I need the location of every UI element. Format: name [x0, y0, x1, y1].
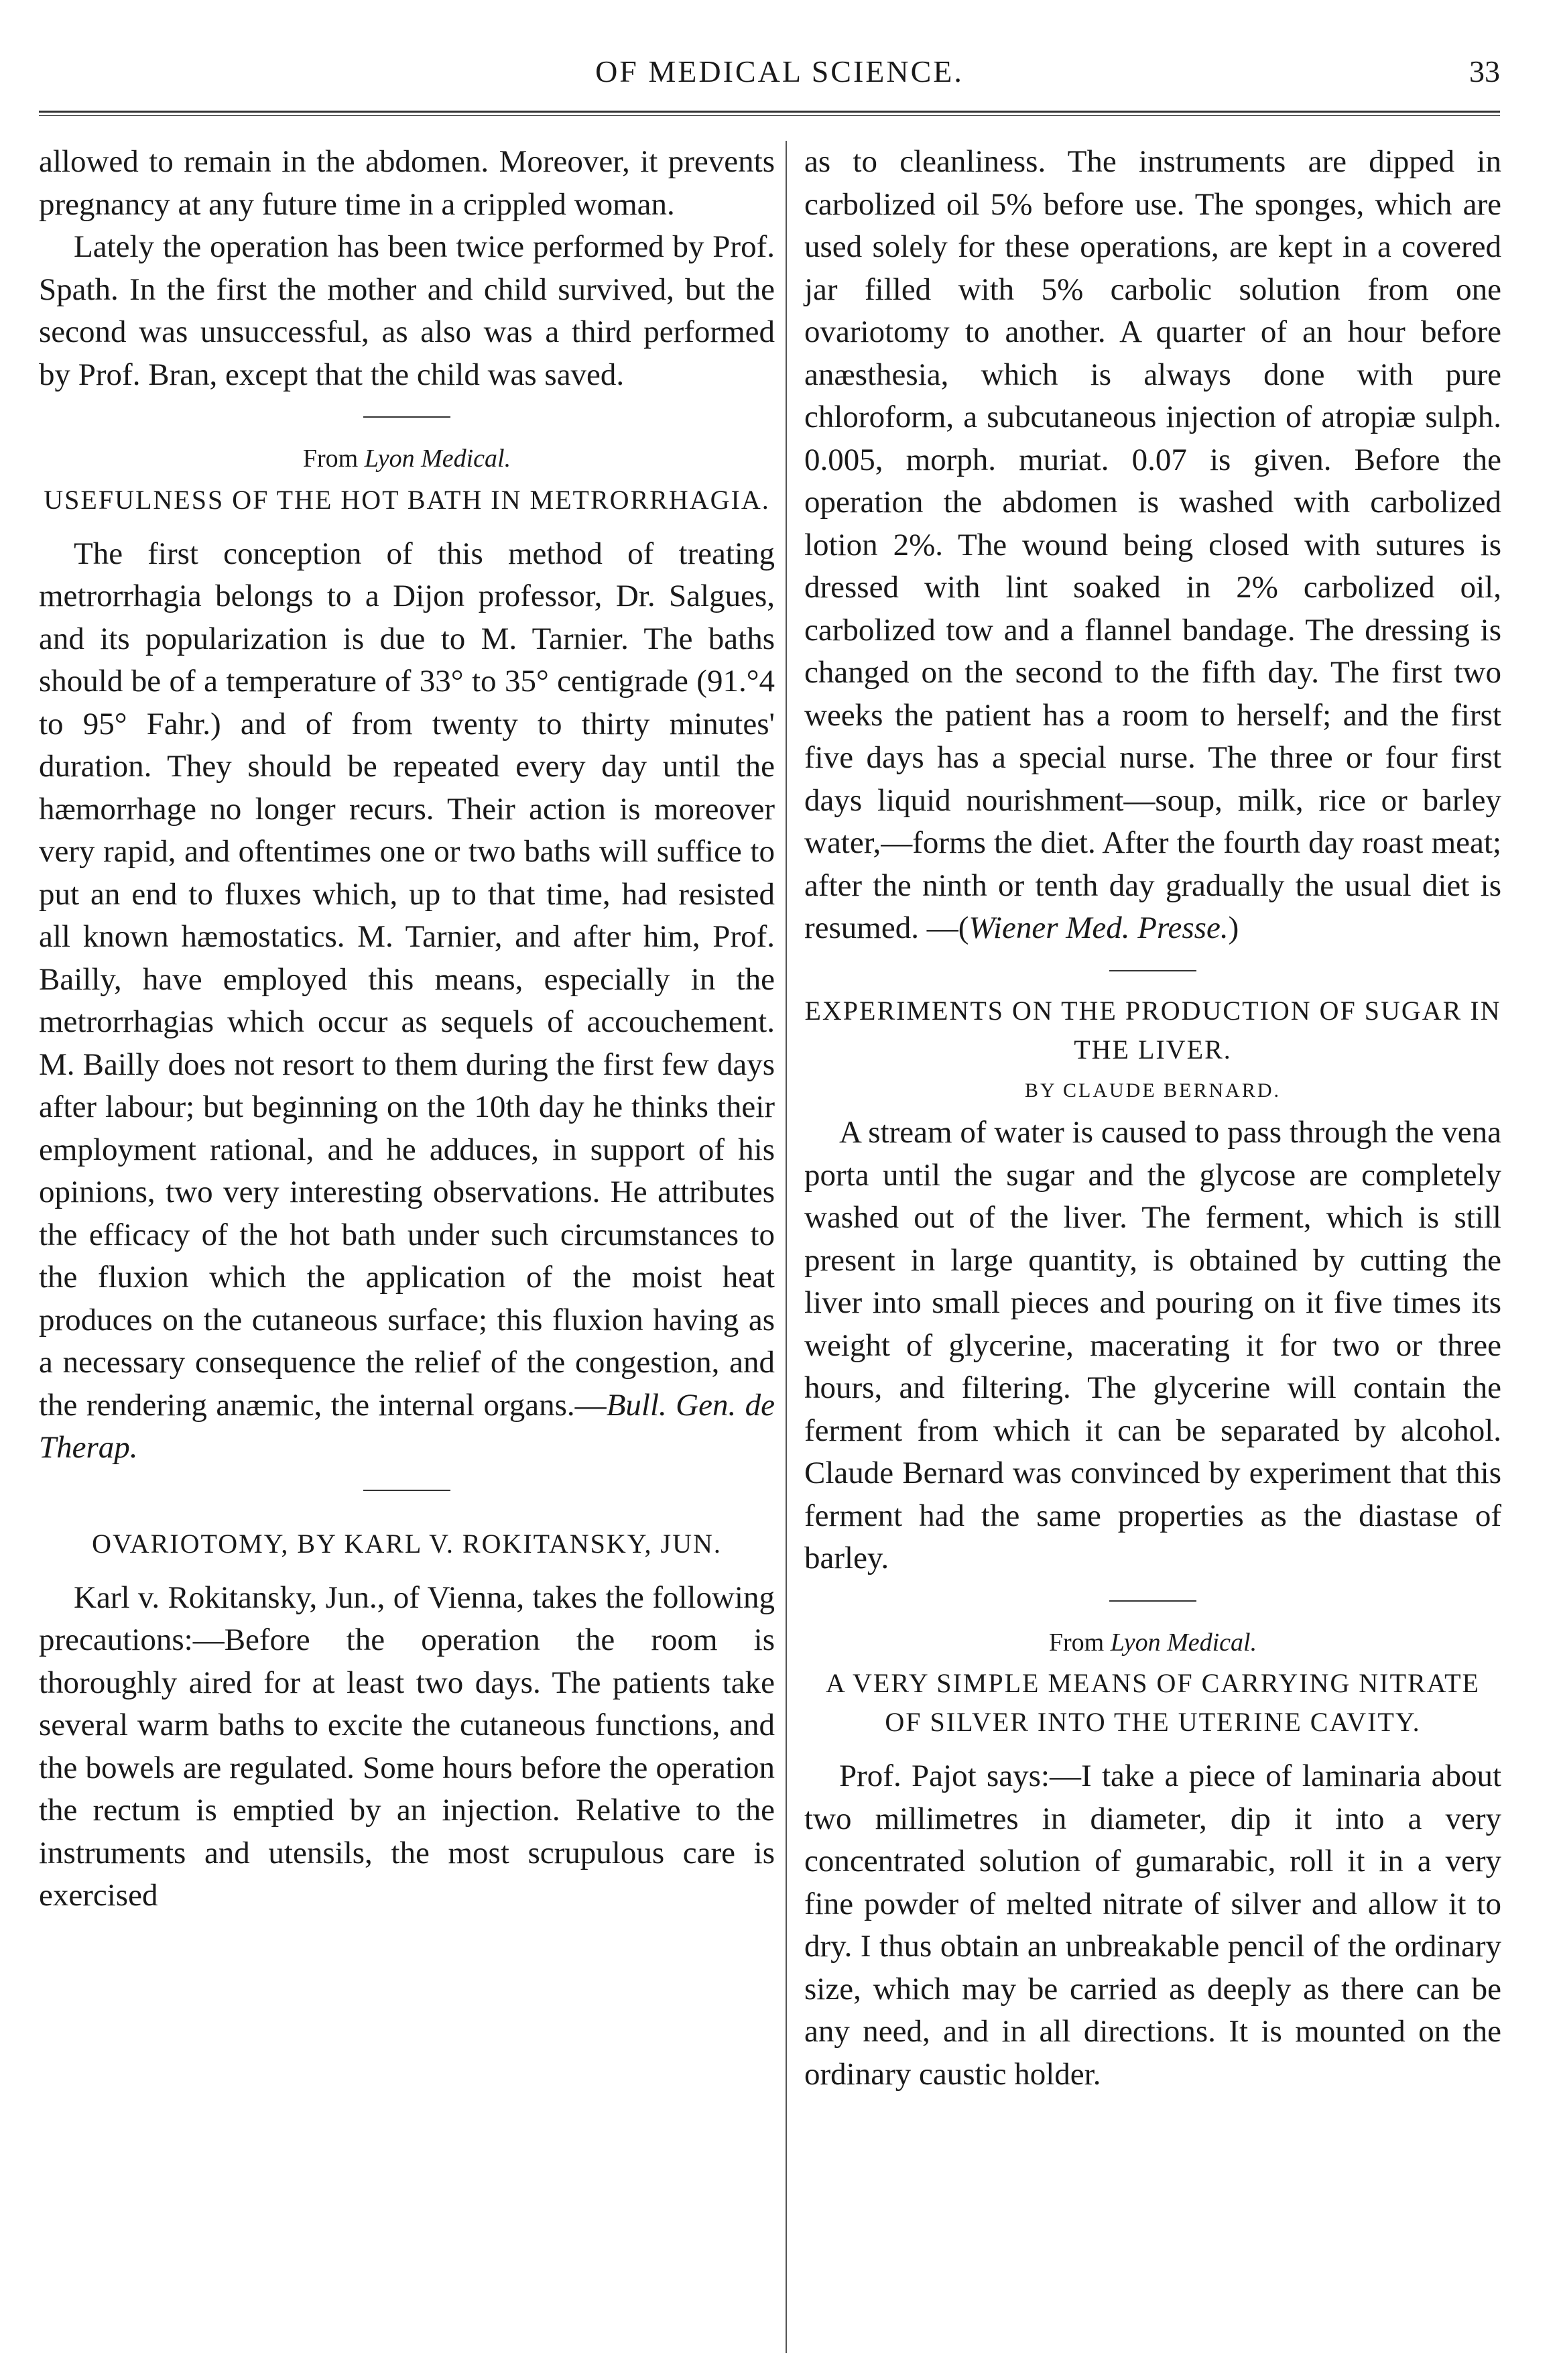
source-title: Lyon Medical.	[1110, 1628, 1257, 1657]
section-divider	[1109, 970, 1196, 971]
left-column	[39, 141, 775, 1917]
article-heading: EXPERIMENTS ON THE PRODUCTION OF SUGAR IN THE LIVER.	[804, 995, 1501, 1065]
page-number: 33	[1469, 54, 1500, 88]
body-text: as to cleanliness. The instruments are dipped in carbolized oil 5% before use. The sponges, which are used solely for these operations, are kept in a covered jar filled with 5% carbolic solution from one ovariotomy to another. A quarter of an hour before anæsthesia, which is always done with pure chloroform, a subcutaneous injection of atropiæ sulph. 0.005, morph. muriat. 0.07 is given. Before the operation the abdomen is washed with carbolized lotion 2%. The wound being closed with sutures is dressed with lint soaked in 2% carbolized oil, carbolized tow and a flannel bandage. The dressing is changed on the second to the fifth day. The first two weeks the patient has a room to herself; and the first five days has a special nurse. The three or four first days liquid nourishment—soup, milk, rice or barley water,—forms the diet. After the fourth day roast meat; after the ninth or tenth day gradually the usual diet is resumed. —(	[804, 144, 1501, 945]
article-source	[804, 1622, 1501, 1665]
section-divider	[363, 416, 450, 418]
column-divider	[786, 141, 787, 2353]
paragraph: Lately the operation has been twice performed by Prof. Spath. In the first the mother and child survived, but the second was unsuccessful, as also was a third performed by Prof. Bran, except that the child was saved.	[39, 229, 775, 392]
article-body: Karl v. Rokitansky, Jun., of Vienna, takes the following precautions:—Before the operation the room is thoroughly aired for at least two days. The patients take several warm baths to excite the cutaneous functions, and the bowels are regulated. Some hours before the operation the rectum is emptied by an injection. Relative to the instruments and utensils, the most scrupulous care is exercised	[39, 1580, 775, 1913]
citation: Wiener Med. Presse.	[969, 910, 1229, 945]
article-byline: BY CLAUDE BERNARD.	[1024, 1079, 1282, 1102]
header-rule	[39, 111, 1500, 116]
section-divider	[363, 1490, 450, 1491]
source-prefix: From	[1048, 1628, 1105, 1657]
running-title: OF MEDICAL SCIENCE.	[595, 54, 964, 88]
article-body	[804, 141, 1501, 950]
right-column	[804, 141, 1501, 2096]
section-divider	[1109, 1600, 1196, 1602]
article-heading: USEFULNESS OF THE HOT BATH IN METRORRHAGIA.	[44, 484, 770, 515]
citation: Bull. Gen. de Therap.	[39, 1387, 775, 1465]
article-body: Prof. Pajot says:—I take a piece of laminaria about two millimetres in diameter, dip it into a very concentrated solution of gumarabic, roll it in a very fine powder of melted nitrate of silver and allow it to dry. I thus obtain an unbreakable pencil of the ordinary size, which may be carried as deeply as there can be any need, and in all directions. It is mounted on the ordinary caustic holder.	[804, 1759, 1501, 2092]
article-body: A stream of water is caused to pass through the vena porta until the sugar and the glycose are completely washed out of the liver. The ferment, which is still present in large quantity, is obtained by cutting the liver into small pieces and pouring on it five times its weight of glycerine, macerating it for two or three hours, and filtering. The glycerine will contain the ferment from which it can be separated by alcohol. Claude Bernard was convinced by experiment that this ferment had the same properties as the diastase of barley.	[804, 1115, 1501, 1575]
page-header	[0, 47, 1559, 101]
article-body	[39, 533, 775, 1470]
citation-close: )	[1228, 910, 1239, 945]
article-heading: OVARIOTOMY, BY KARL V. ROKITANSKY, JUN.	[92, 1528, 722, 1559]
body-text: The first conception of this method of treating metrorrhagia belongs to a Dijon professor, Dr. Salgues, and its popularization is due to M. Tarnier. The baths should be of a temperature of 33° to 35° centigrade (91.°4 to 95° Fahr.) and of from twenty to thirty minutes' duration. They should be repeated every day until the hæmorrhage no longer recurs. Their action is moreover very rapid, and oftentimes one or two baths will suffice to put an end to fluxes which, up to that time, had resisted all known hæmostatics. M. Tarnier, and after him, Prof. Bailly, have employed this means, especially in the metrorrhagias which occur as sequels of accouchement. M. Bailly does not resort to them during the first few days after labour; but beginning on the 10th day he thinks their employment rational, and he adduces, in support of his opinions, two very interesting observations. He attributes the efficacy of the hot bath under such circumstances to the fluxion which the application of the moist heat produces on the cutaneous surface; this fluxion having as a necessary consequence the relief of the congestion, and the rendering anæmic, the internal organs.—	[39, 536, 775, 1423]
source-prefix: From	[302, 444, 359, 473]
article-source	[39, 438, 775, 481]
paragraph: allowed to remain in the abdomen. Moreover, it prevents pregnancy at any future time in a crippled woman.	[39, 144, 775, 222]
article-heading: A VERY SIMPLE MEANS OF CARRYING NITRATE OF SILVER INTO THE UTERINE CAVITY.	[826, 1668, 1480, 1737]
source-title: Lyon Medical.	[364, 444, 511, 473]
